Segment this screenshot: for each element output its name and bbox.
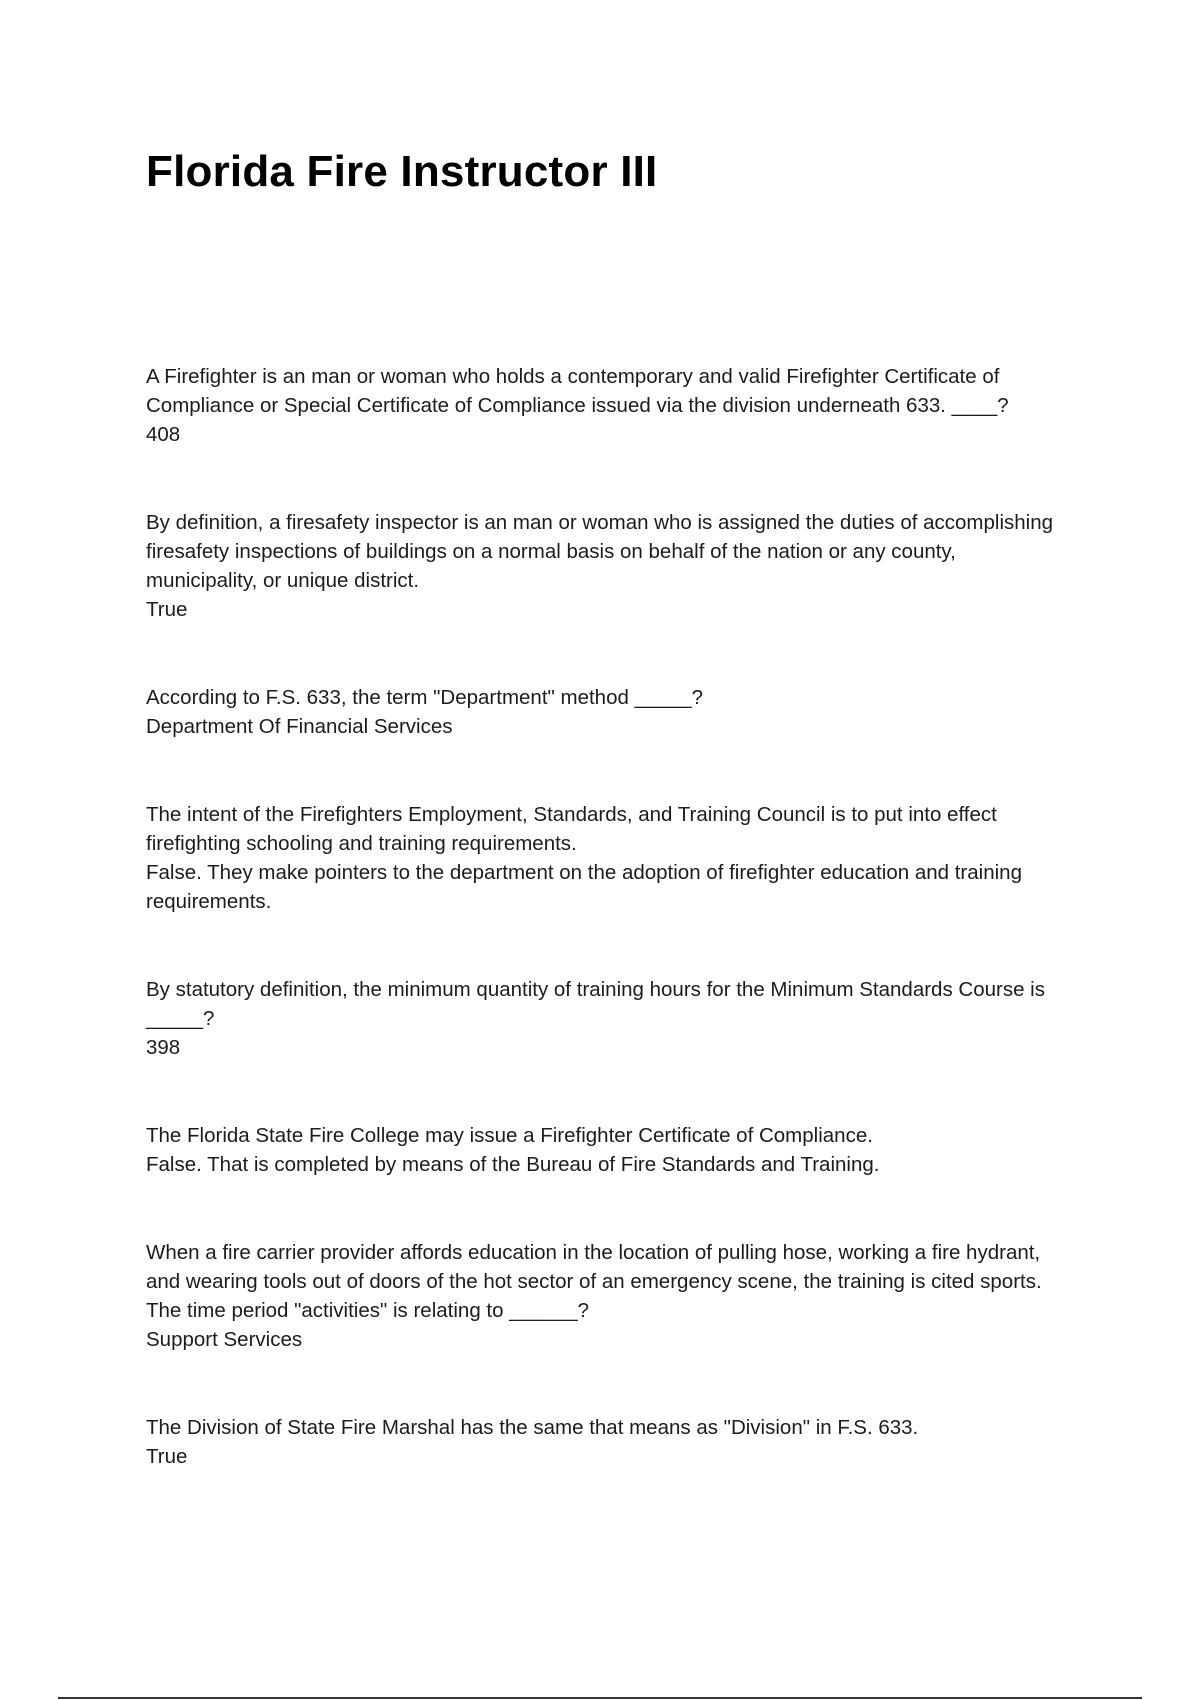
qa-item <box>146 683 1066 741</box>
qa-item <box>146 1238 1066 1354</box>
qa-list <box>146 362 1066 1471</box>
page-title: Florida Fire Instructor III <box>146 147 658 196</box>
qa-item <box>146 800 1066 916</box>
answer-text: Support Services <box>146 1328 303 1351</box>
answer-text: False. That is completed by means of the Bureau of Fire Standards and Training. <box>146 1153 880 1176</box>
question-text: By statutory definition, the minimum quantity of training hours for the Minimum Standards Course is _____? <box>146 978 1045 1030</box>
qa-item <box>146 362 1066 449</box>
question-text: When a fire carrier provider affords education in the location of pulling hose, working a fire hydrant, and wearing tools out of doors of the hot sector of an emergency scene, the training is cited sports. The time period "activities" is relating to ______? <box>146 1241 1042 1322</box>
answer-text: False. They make pointers to the department on the adoption of firefighter education and training requirements. <box>146 861 1022 913</box>
answer-text: 398 <box>146 1036 181 1059</box>
answer-text: 408 <box>146 423 181 446</box>
question-text: The Florida State Fire College may issue a Firefighter Certificate of Compliance. <box>146 1124 873 1147</box>
qa-item <box>146 1413 1066 1471</box>
question-text: By definition, a firesafety inspector is an man or woman who is assigned the duties of accomplishing firesafety inspections of buildings on a normal basis on behalf of the nation or any county, municipality, or unique district. <box>146 511 1054 592</box>
answer-text: True <box>146 1445 188 1468</box>
answer-text: True <box>146 598 188 621</box>
question-text: The intent of the Firefighters Employment, Standards, and Training Council is to put into effect firefighting schooling and training requirements. <box>146 803 997 855</box>
question-text: A Firefighter is an man or woman who holds a contemporary and valid Firefighter Certificate of Compliance or Special Certificate of Compliance issued via the division underneath 633. ____? <box>146 365 1009 417</box>
footer-divider <box>58 1697 1142 1699</box>
answer-text: Department Of Financial Services <box>146 715 453 738</box>
question-text: According to F.S. 633, the term "Department" method _____? <box>146 686 703 709</box>
question-text: The Division of State Fire Marshal has the same that means as "Division" in F.S. 633. <box>146 1416 919 1439</box>
qa-item <box>146 508 1066 624</box>
qa-item <box>146 1121 1066 1179</box>
qa-item <box>146 975 1066 1062</box>
